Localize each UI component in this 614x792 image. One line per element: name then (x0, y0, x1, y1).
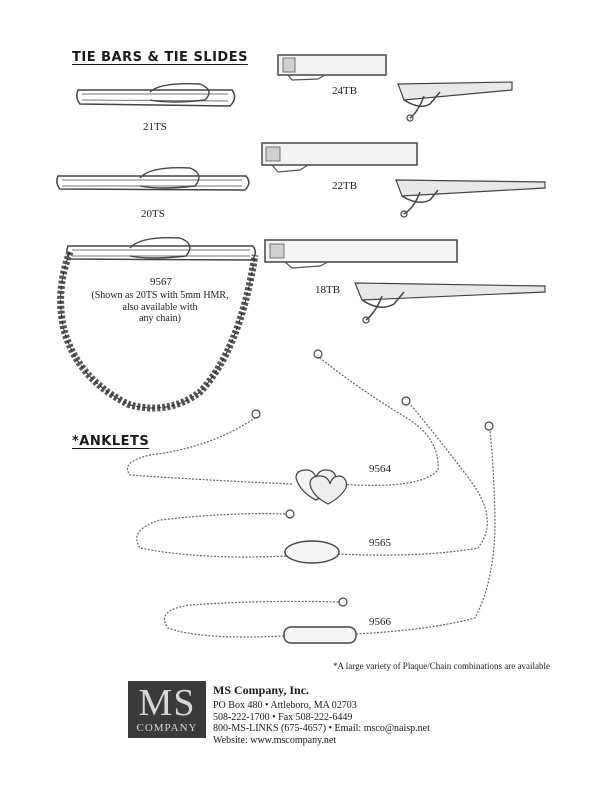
company-info (213, 683, 513, 746)
product-note-9567-line1: (Shown as 20TS with 5mm HMR, (91, 290, 229, 301)
company-tollfree-email: 800-MS-LINKS (675-4657) • Email: msco@naisp.net (213, 723, 430, 734)
product-label-20ts: 20TS (141, 208, 165, 220)
product-label-24tb: 24TB (332, 85, 358, 97)
footnote: *A large variety of Plaque/Chain combinations are available (333, 661, 551, 671)
product-label-9566: 9566 (369, 616, 391, 628)
product-note-9567-line2: also available with (122, 301, 198, 313)
company-address: PO Box 480 • Attleboro, MA 02703 (213, 700, 357, 711)
product-label-9564: 9564 (369, 463, 391, 475)
company-website: Website: www.mscompany.net (213, 734, 337, 746)
tie-bars-section-title: TIE BARS & TIE SLIDES (72, 50, 248, 65)
anklet-9566-image (0, 0, 1, 1)
company-logo-ms: MS (138, 682, 196, 724)
product-note-9567-line3: any chain) (139, 313, 181, 324)
company-logo-company: COMPANY (136, 722, 198, 734)
product-note-9567 (90, 290, 230, 325)
product-label-21ts: 21TS (143, 121, 167, 133)
product-label-18tb: 18TB (315, 284, 341, 296)
anklets-section-title: *ANKLETS (72, 434, 150, 449)
company-name: MS Company, Inc. (213, 683, 310, 697)
product-label-22tb: 22TB (332, 180, 358, 192)
company-logo (128, 681, 206, 738)
product-label-9565: 9565 (369, 537, 391, 549)
company-phones: 508-222-1700 • Fax 508-222-6449 (213, 711, 353, 723)
product-label-9567: 9567 (150, 276, 172, 288)
